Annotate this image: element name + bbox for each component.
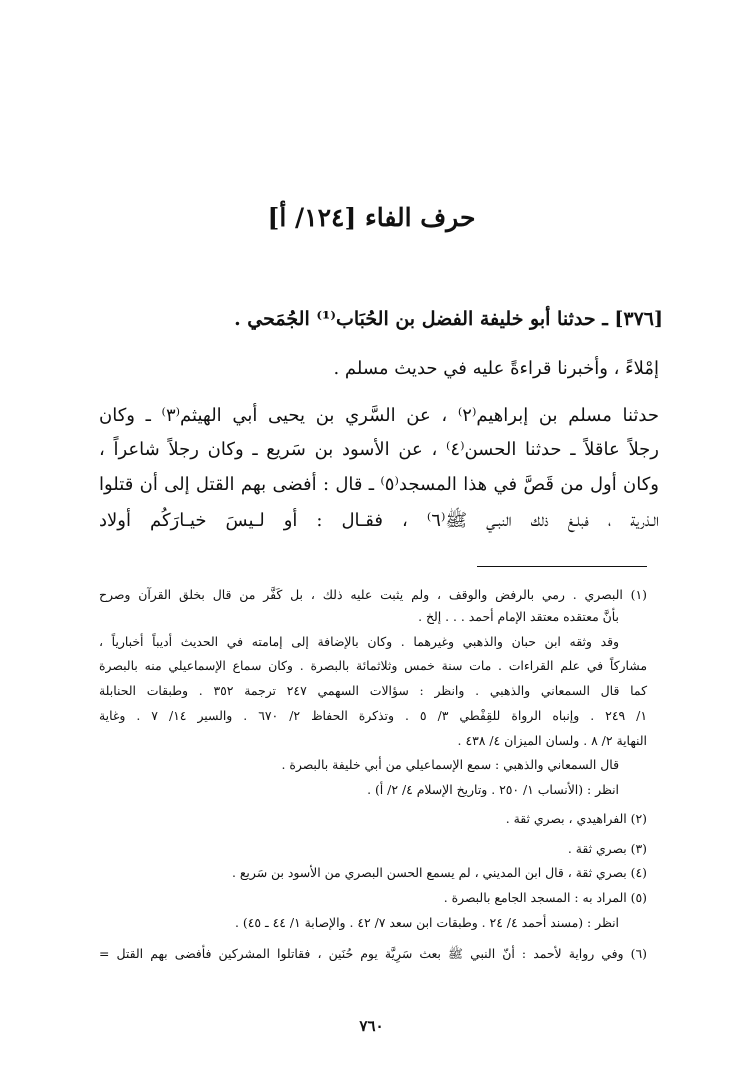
footnote-6: (٦) وفي رواية لأحمد : أنّ النبي ﷺ بعث سَرِيَّة يوم حُنَين ، فقاتلوا المشركين فأفضى بهم القتل = (99, 946, 647, 961)
footnote-line: بأنَّ معتقده معتقد الإمام أحمد . . . إلخ . (418, 609, 619, 624)
body-line: الـذرية ، فبلـغ ذلك النبـي ﷺ⁽٦⁾ ، فقـال : أو لـيسَ خيـارَكُم أولاد (99, 510, 660, 531)
body-line: وكان أول من قَصَّ في هذا المسجد⁽٥⁾ ـ قال : أفضى بهم القتل إلى أن قتلوا (99, 474, 659, 495)
footnote-2: (٢) الفراهيدي ، بصري ثقة . (505, 811, 647, 826)
footnote-4: (٤) بصري ثقة ، قال ابن المديني ، لم يسمع الحسن البصري من الأسود بن سَريع . (231, 865, 647, 880)
footnote-line: النهاية ٢/ ٨ . ولسان الميزان ٤/ ٤٣٨ . (457, 733, 647, 748)
footnote-line: ١/ ٢٤٩ . وإنباه الرواة للقِفْطي ٣/ ٥ . وتذكرة الحفاظ ٢/ ٦٧٠ . والسير ١٤/ ٧ . وغاية (99, 708, 647, 723)
footnote-3: (٣) بصري ثقة . (567, 841, 647, 856)
body-line: رجلاً عاقلاً ـ حدثنا الحسن⁽٤⁾ ، عن الأسود بن سَريع ـ وكان رجلاً شاعراً ، (99, 439, 660, 460)
footnote-line: انظر : (الأنساب ١/ ٢٥٠ . وتاريخ الإسلام ٤/ ٢/ أ) . (367, 782, 619, 797)
page-number: ٧٦٠ (359, 1017, 384, 1035)
footnote-line: قال السمعاني والذهبي : سمع الإسماعيلي من أبي خليفة بالبصرة . (281, 757, 619, 772)
footnote-divider (477, 566, 647, 567)
footnote-line: انظر : (مسند أحمد ٤/ ٢٤ . وطبقات ابن سعد ٧/ ٤٢ . والإصابة ١/ ٤٤ ـ ٤٥) . (235, 915, 619, 930)
footnote-line: مشاركاً في علم القراءات . مات سنة خمس وثلاثمائة بالبصرة . وكان سماع الإسماعيلي منه بالبصرة (99, 658, 647, 673)
footnote-line: كما قال السمعاني والذهبي . وانظر : سؤالات السهمي ٢٤٧ ترجمة ٣٥٢ . وطبقات الحنابلة (99, 683, 647, 698)
hadith-heading: [٣٧٦] ـ حدثنا أبو خليفة الفضل بن الحُبَاب⁽¹⁾ الجُمَحي . (234, 308, 663, 330)
footnote-1: (١) البصري . رمي بالرفض والوقف ، ولم يثبت عليه ذلك ، بل كَفَّر من قال بخلق القرآن وصرح (99, 587, 647, 602)
footnote-line: وقد وثقه ابن حبان والذهبي وغيرهما . وكان بالإضافة إلى إمامته في الحديث أديباً أخبارياً ، (99, 634, 619, 649)
body-line: حدثنا مسلم بن إبراهيم⁽٢⁾ ، عن السَّري بن يحيى أبي الهيثم⁽٣⁾ ـ وكان (99, 405, 660, 426)
chapter-title: حرف الفاء [١٢٤/ أ] (267, 203, 476, 232)
footnote-5: (٥) المراد به : المسجد الجامع بالبصرة . (443, 890, 647, 905)
body-line: إمْلاءً ، وأخبرنا قراءةً عليه في حديث مسلم . (333, 358, 659, 379)
